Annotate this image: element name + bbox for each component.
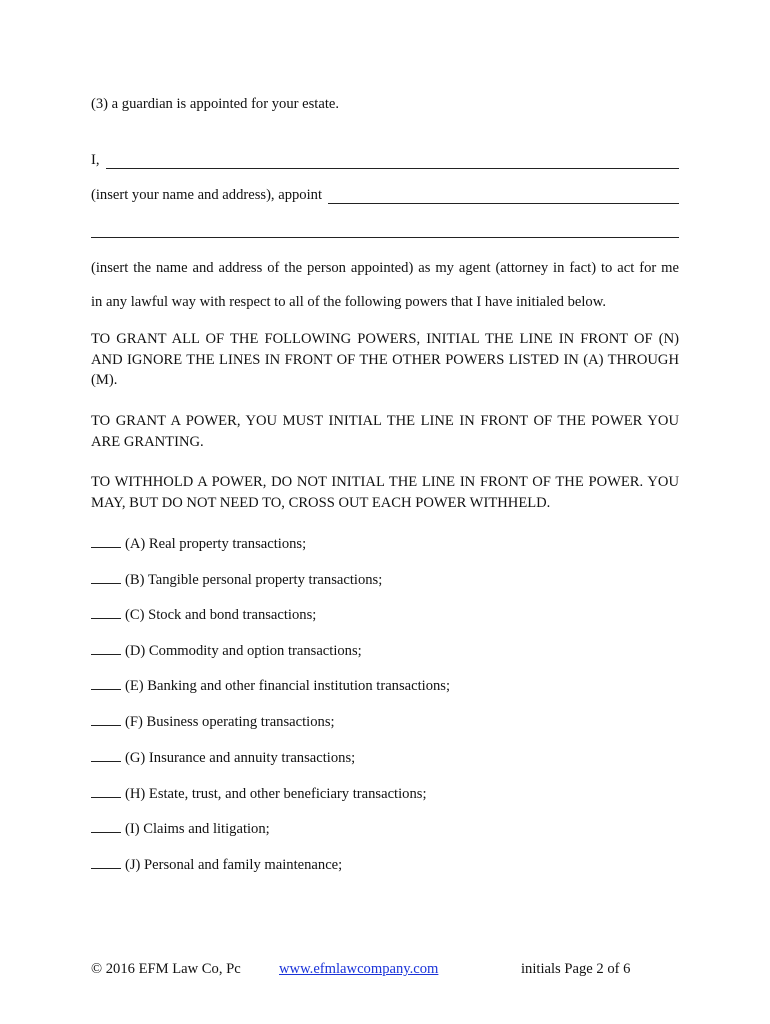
initial-blank-c[interactable] — [91, 606, 121, 619]
initial-blank-i[interactable] — [91, 820, 121, 833]
appoint-row — [91, 187, 679, 204]
initial-blank-g[interactable] — [91, 749, 121, 762]
initial-blank-f[interactable] — [91, 713, 121, 726]
agent-address-blank[interactable] — [91, 237, 679, 238]
initial-blank-h[interactable] — [91, 785, 121, 798]
footer-page-info: initials Page 2 of 6 — [521, 961, 631, 977]
power-label-a: (A) Real property transactions; — [125, 536, 307, 552]
power-item-c — [91, 606, 316, 624]
instruction-grant-all: TO GRANT ALL OF THE FOLLOWING POWERS, INITIAL THE LINE IN FRONT OF (N) AND IGNORE THE LINES IN FRONT OF THE OTHER POWERS LISTED IN (A) THROUGH (M). — [91, 331, 679, 388]
power-item-e — [91, 677, 450, 695]
agent-line-2: in any lawful way with respect to all of the following powers that I have initialed below. — [91, 294, 606, 310]
power-item-f — [91, 713, 335, 731]
power-label-h: (H) Estate, trust, and other beneficiary transactions; — [125, 786, 427, 802]
power-label-i: (I) Claims and litigation; — [125, 821, 270, 837]
principal-name-row — [91, 152, 679, 169]
agent-line-1: (insert the name and address of the person appointed) as my agent (attorney in fact) to act for me — [91, 260, 679, 276]
power-item-g — [91, 749, 355, 767]
instruction-grant-power: TO GRANT A POWER, YOU MUST INITIAL THE LINE IN FRONT OF THE POWER YOU ARE GRANTING. — [91, 413, 679, 450]
power-label-d: (D) Commodity and option transactions; — [125, 643, 362, 659]
name-label: I, — [91, 152, 100, 168]
power-label-b: (B) Tangible personal property transactions; — [125, 572, 383, 588]
power-item-b — [91, 571, 382, 589]
intro-line: (3) a guardian is appointed for your estate. — [91, 96, 340, 112]
power-label-c: (C) Stock and bond transactions; — [125, 607, 317, 623]
initial-blank-b[interactable] — [91, 571, 121, 584]
agent-name-blank[interactable] — [328, 189, 679, 204]
initial-blank-e[interactable] — [91, 677, 121, 690]
power-item-h — [91, 785, 427, 803]
principal-name-blank[interactable] — [106, 154, 679, 169]
power-item-d — [91, 642, 362, 660]
initial-blank-a[interactable] — [91, 535, 121, 548]
initial-blank-j[interactable] — [91, 856, 121, 869]
power-label-g: (G) Insurance and annuity transactions; — [125, 750, 356, 766]
power-item-i — [91, 820, 270, 838]
initial-blank-d[interactable] — [91, 642, 121, 655]
power-label-f: (F) Business operating transactions; — [125, 714, 335, 730]
appoint-label: (insert your name and address), appoint — [91, 187, 322, 203]
footer-copyright: © 2016 EFM Law Co, Pc — [91, 961, 241, 977]
instruction-withhold-power: TO WITHHOLD A POWER, DO NOT INITIAL THE LINE IN FRONT OF THE POWER. YOU MAY, BUT DO NOT NEED TO, CROSS OUT EACH POWER WITHHELD. — [91, 474, 679, 511]
power-label-e: (E) Banking and other financial institution transactions; — [125, 678, 451, 694]
power-item-a — [91, 535, 306, 553]
power-item-j — [91, 856, 342, 874]
footer-website-link[interactable]: www.efmlawcompany.com — [279, 961, 439, 977]
power-label-j: (J) Personal and family maintenance; — [125, 857, 343, 873]
